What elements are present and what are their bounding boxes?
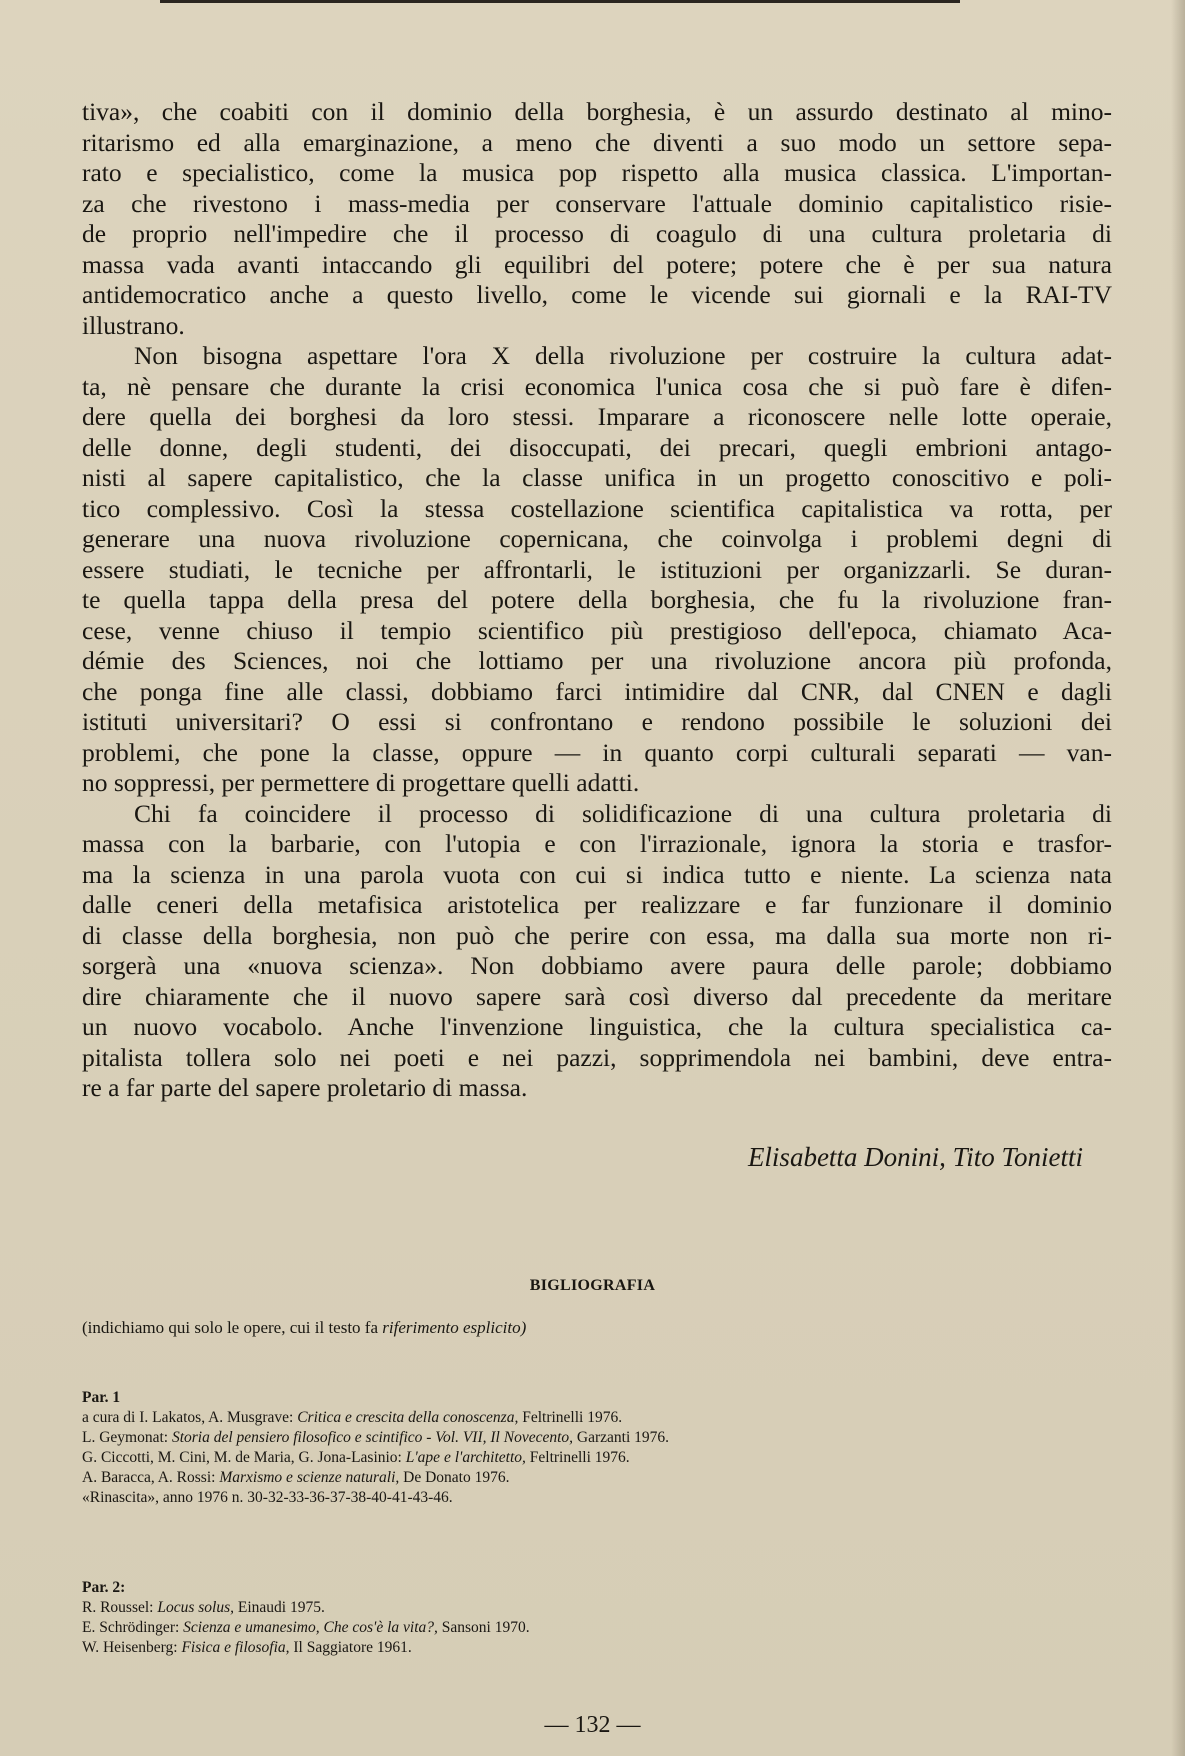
bibliography-entry — [82, 1448, 669, 1468]
text-line: dire chiaramente che il nuovo sapere sarà così diverso dal precedente da meritare — [82, 981, 1112, 1011]
bibliography-title: BIGLIOGRAFIA — [529, 1277, 656, 1294]
entry-publisher: Sansoni 1970. — [437, 1619, 530, 1636]
text-line: démie des Sciences, noi che lottiamo per una rivoluzione ancora più profonda, — [82, 646, 1112, 675]
text-line: un nuovo vocabolo. Anche l'invenzione linguistica, che la cultura specialistica ca- — [82, 1012, 1112, 1041]
text-line: rato e specialistico, come la musica pop rispetto alla musica classica. L'importan- — [82, 158, 1112, 187]
text-line: delle donne, degli studenti, dei disoccupati, dei precari, quegli embrioni antago- — [82, 432, 1112, 462]
bibliography-entry — [82, 1428, 669, 1448]
entry-publisher: Feltrinelli 1976. — [525, 1449, 630, 1466]
text-line: te quella tappa della presa del potere della borghesia, che fu la rivoluzione fran- — [82, 585, 1112, 614]
bibliography-entry — [82, 1468, 669, 1488]
entry-author: «Rinascita», anno 1976 n. 30-32-33-36-37-38-40-41-43-46. — [82, 1489, 453, 1506]
bibliography-note — [82, 1318, 526, 1338]
top-rule — [160, 0, 960, 3]
bibliography-note-prefix: (indichiamo qui solo le opere, cui il testo fa — [82, 1318, 383, 1337]
entry-author: a cura di I. Lakatos, A. Musgrave: — [82, 1409, 298, 1426]
text-line: pitalista tollera solo nei poeti e nei pazzi, sopprimendola nei bambini, deve entra- — [82, 1042, 1112, 1072]
entry-author: G. Ciccotti, M. Cini, M. de Maria, G. Jona-Lasinio: — [82, 1449, 406, 1466]
entry-title: Critica e crescita della conoscenza, — [297, 1409, 519, 1426]
bibliography-entry — [82, 1638, 530, 1658]
author-signature: Elisabetta Donini, Tito Tonietti — [747, 1142, 1083, 1172]
section-label: Par. 1 — [82, 1389, 121, 1406]
text-line: no soppressi, per permettere di progettare quelli adatti. — [82, 768, 640, 797]
entry-publisher: Il Saggiatore 1961. — [289, 1639, 412, 1656]
page-number: — 132 — — [544, 1712, 641, 1738]
text-line: tiva», che coabiti con il dominio della borghesia, è un assurdo destinato al mino- — [82, 97, 1112, 126]
bibliography-entry — [82, 1488, 669, 1508]
text-line: massa con la barbarie, con l'utopia e con l'irrazionale, ignora la storia e trasfor- — [82, 829, 1112, 858]
text-line: problemi, che pone la classe, oppure — in quanto corpi culturali separati — van- — [82, 737, 1112, 767]
entry-publisher: De Donato 1976. — [399, 1469, 510, 1486]
section-label: Par. 2: — [82, 1579, 126, 1596]
entry-author: E. Schrödinger: — [82, 1619, 184, 1636]
entry-author: A. Baracca, A. Rossi: — [82, 1469, 220, 1486]
text-line: ta, nè pensare che durante la crisi economica l'unica cosa che si può fare è difen- — [82, 371, 1112, 401]
text-line: de proprio nell'impedire che il processo di coagulo di una cultura proletaria di — [82, 219, 1112, 248]
entry-publisher: Garzanti 1976. — [573, 1429, 670, 1446]
bibliography-section-1 — [82, 1388, 669, 1508]
entry-title: Storia del pensiero filosofico e scintifico - Vol. VII, Il Novecento, — [171, 1429, 574, 1446]
text-line: sorgerà una «nuova scienza». Non dobbiamo avere paura delle parole; dobbiamo — [82, 951, 1112, 980]
text-line: dalle ceneri della metafisica aristotelica per realizzare e far funzionare il dominio — [82, 890, 1112, 919]
page-edge-shadow — [1171, 0, 1185, 1756]
text-line: massa vada avanti intaccando gli equilibri del potere; potere che è per sua natura — [82, 249, 1112, 279]
bibliography-note-italic: riferimento esplicito) — [382, 1318, 527, 1337]
text-line: re a far parte del sapere proletario di massa. — [82, 1073, 528, 1102]
text-line: istituti universitari? O essi si confrontano e rendono possibile le soluzioni dei — [82, 707, 1112, 736]
bibliography-entry — [82, 1618, 530, 1638]
body-text — [82, 97, 1112, 1104]
text-line: ma la scienza in una parola vuota con cui si indica tutto e niente. La scienza nata — [82, 859, 1112, 889]
entry-title: L'ape e l'architetto, — [405, 1449, 526, 1466]
entry-title: Marxismo e scienze naturali, — [219, 1469, 400, 1486]
entry-title: Locus solus, — [157, 1599, 235, 1616]
text-line: ritarismo ed alla emarginazione, a meno che diventi a suo modo un settore sepa- — [82, 127, 1112, 157]
entry-author: R. Roussel: — [82, 1599, 158, 1616]
text-line: illustrano. — [82, 310, 185, 340]
entry-title: Scienza e umanesimo, Che cos'è la vita?, — [183, 1619, 438, 1636]
text-line: che ponga fine alle classi, dobbiamo farci intimidire dal CNR, dal CNEN e dagli — [82, 676, 1112, 706]
text-line: za che rivestono i mass-media per conservare l'attuale dominio capitalistico risie- — [82, 188, 1112, 218]
text-line: Chi fa coincidere il processo di solidificazione di una cultura proletaria di — [134, 798, 1112, 828]
text-line: Non bisogna aspettare l'ora X della rivoluzione per costruire la cultura adat- — [134, 341, 1112, 370]
text-line: generare una nuova rivoluzione copernicana, che coinvolga i problemi degni di — [82, 524, 1112, 553]
text-line: essere studiati, le tecniche per affrontarli, le istituzioni per organizzarli. Se duran- — [82, 554, 1112, 584]
text-line: dere quella dei borghesi da loro stessi. Imparare a riconoscere nelle lotte operaie, — [82, 402, 1112, 431]
text-line: tico complessivo. Così la stessa costellazione scientifica capitalistica va rotta, per — [82, 493, 1112, 523]
text-line: cese, venne chiuso il tempio scientifico più prestigioso dell'epoca, chiamato Aca- — [82, 615, 1112, 645]
entry-publisher: Feltrinelli 1976. — [518, 1409, 623, 1426]
text-line: nisti al sapere capitalistico, che la classe unifica in un progetto conoscitivo e poli- — [82, 463, 1112, 492]
bibliography-section-2 — [82, 1578, 530, 1658]
bibliography-entry — [82, 1408, 669, 1428]
text-line: antidemocratico anche a questo livello, come le vicende sui giornali e la RAI-TV — [82, 280, 1112, 309]
entry-title: Fisica e filosofia, — [181, 1639, 290, 1656]
entry-publisher: Einaudi 1975. — [234, 1599, 325, 1616]
entry-author: L. Geymonat: — [82, 1429, 172, 1446]
bibliography-entry — [82, 1598, 530, 1618]
text-line: di classe della borghesia, non può che perire con essa, ma dalla sua morte non ri- — [82, 920, 1112, 950]
entry-author: W. Heisenberg: — [82, 1639, 182, 1656]
